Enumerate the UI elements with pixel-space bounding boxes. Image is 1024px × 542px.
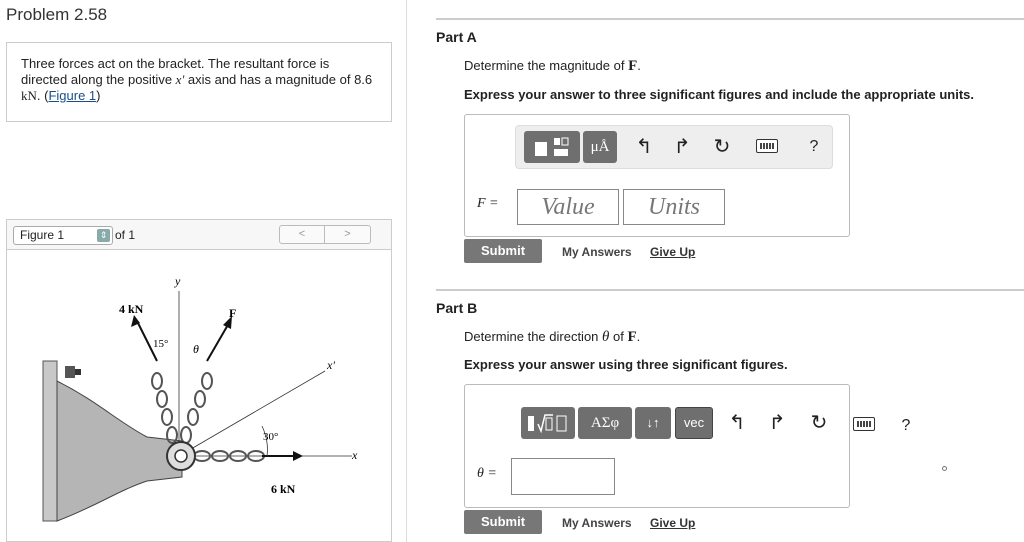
part-a-divider — [436, 18, 1024, 20]
part-b-instruction: Express your answer using three significant figures. — [464, 357, 788, 372]
figure-selector[interactable] — [13, 226, 113, 245]
part-b-answer-box — [464, 384, 850, 508]
force-f-arrow — [207, 323, 229, 361]
statement-text-2: axis and has a magnitude of 8.6 — [187, 72, 373, 87]
keyboard-icon[interactable] — [853, 417, 875, 431]
value-input[interactable]: Value — [517, 189, 619, 225]
part-b-question-symbol-2: F — [627, 329, 637, 345]
figure-count: of 1 — [115, 228, 136, 242]
angle-30-label: 30° — [263, 431, 279, 443]
figure-link[interactable]: Figure 1 — [48, 88, 97, 103]
part-b-question — [464, 329, 640, 346]
part-a-give-up-link[interactable]: Give Up — [650, 245, 696, 259]
units-input[interactable]: Units — [623, 189, 725, 225]
chain-left — [152, 373, 177, 443]
wall-plate — [43, 361, 57, 521]
part-a-label: Part A — [436, 29, 477, 45]
bolt-icon — [65, 366, 81, 378]
reset-icon[interactable]: ↻ — [810, 412, 828, 434]
chevron-right-icon[interactable]: > — [325, 225, 371, 244]
angle-15-label: 15° — [153, 338, 169, 350]
problem-statement — [6, 42, 392, 122]
statement-text: Three forces act on the bracket. The resultant force is directed along the positive — [21, 56, 330, 87]
units-button[interactable]: μÅ — [583, 131, 617, 163]
bracket-body — [57, 381, 182, 521]
arrows-button[interactable]: ↓↑ — [635, 407, 671, 439]
redo-icon[interactable]: ↱ — [768, 412, 786, 434]
theta-input[interactable] — [511, 458, 615, 495]
figure-nav — [279, 225, 371, 244]
undo-icon[interactable]: ↰ — [635, 136, 653, 158]
part-b-question-suffix: . — [636, 329, 641, 344]
part-a-my-answers-link[interactable]: My Answers — [562, 245, 632, 259]
part-a-answer-box — [464, 114, 850, 237]
arrowhead-icon — [293, 451, 303, 461]
x-prime-label: x' — [327, 358, 335, 372]
part-b-my-answers-link[interactable]: My Answers — [562, 516, 632, 530]
part-b-question-mid: of — [613, 329, 624, 344]
chain-right — [181, 373, 212, 443]
part-b-submit-button[interactable]: Submit — [464, 510, 542, 534]
part-a-question-prefix: Determine the magnitude of — [464, 58, 625, 73]
keyboard-icon[interactable] — [756, 139, 778, 153]
part-b-question-prefix: Determine the direction — [464, 329, 599, 344]
part-a-question-suffix: . — [637, 58, 641, 73]
chevron-left-icon[interactable]: < — [279, 225, 325, 244]
greek-button[interactable]: ΑΣφ — [578, 407, 632, 439]
part-a-submit-button[interactable]: Submit — [464, 239, 542, 263]
x-axis-label: x — [352, 448, 358, 462]
part-b-field-label: θ = — [477, 466, 497, 481]
statement-unit: kN — [21, 88, 37, 103]
figure-panel — [6, 219, 392, 542]
ring-hole — [175, 450, 187, 462]
problem-title: Problem 2.58 — [6, 5, 108, 24]
x-prime-axis — [179, 371, 325, 456]
axis-symbol: x' — [175, 72, 185, 87]
undo-icon[interactable]: ↰ — [728, 412, 746, 434]
part-a-field-label: F = — [477, 196, 499, 211]
theta-label: θ — [193, 342, 199, 356]
force-4kn-label: 4 kN — [119, 302, 144, 316]
y-axis-label: y — [175, 274, 181, 288]
part-b-label: Part B — [436, 300, 478, 316]
column-divider — [406, 0, 407, 542]
chevron-updown-icon: ⇕ — [97, 229, 110, 242]
part-b-divider — [436, 289, 1024, 291]
help-button[interactable]: ? — [809, 138, 819, 155]
reset-icon[interactable]: ↻ — [713, 136, 731, 158]
part-a-question-symbol: F — [628, 58, 638, 74]
part-a-instruction: Express your answer to three significant figures and include the appropriate units. — [464, 87, 974, 102]
figure-selector-label: Figure 1 — [20, 228, 65, 242]
part-b-question-symbol: θ — [602, 329, 610, 345]
vec-button[interactable]: vec — [675, 407, 713, 439]
part-b-give-up-link[interactable]: Give Up — [650, 516, 696, 530]
status-dot — [942, 466, 947, 471]
redo-icon[interactable]: ↱ — [673, 136, 691, 158]
figure-toolbar — [7, 220, 391, 250]
force-6kn-label: 6 kN — [271, 482, 296, 496]
statement-sep: . ( — [36, 88, 49, 103]
part-a-toolbar — [515, 125, 833, 169]
force-f-label: F — [229, 306, 237, 320]
statement-close: ) — [96, 88, 101, 103]
part-a-question — [464, 58, 641, 75]
sqrt-template-icon[interactable] — [521, 407, 575, 439]
part-b-help-button[interactable]: ? — [901, 417, 911, 434]
template-icon[interactable] — [524, 131, 580, 163]
bracket-diagram — [7, 251, 391, 541]
